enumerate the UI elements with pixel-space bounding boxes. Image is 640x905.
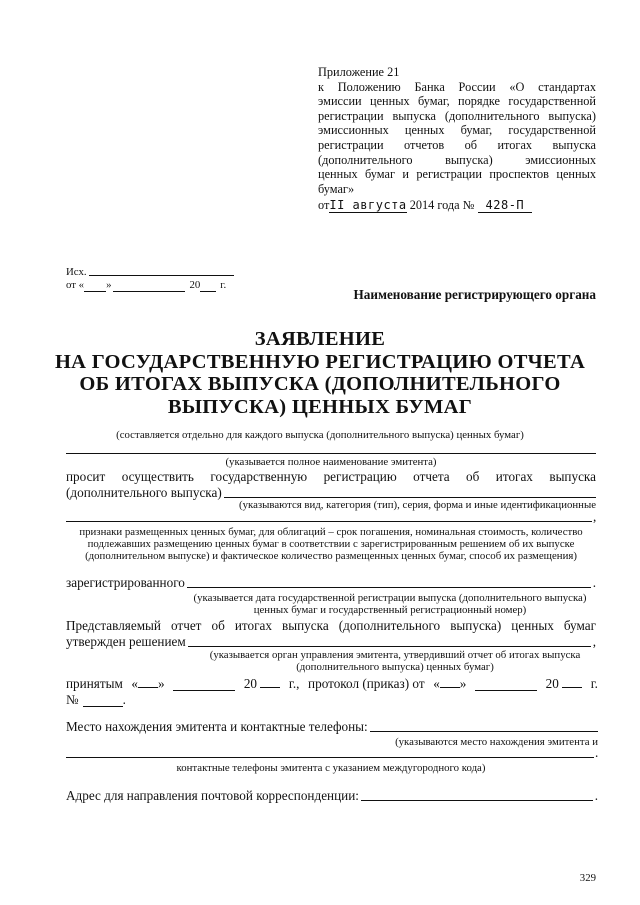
title-line: ВЫПУСКА) ЦЕННЫХ БУМАГ [167,395,473,418]
outgoing-ref-label: Исх. [66,265,87,278]
document-title [40,328,600,418]
appendix-line: Приложение 21 [318,65,400,79]
location-hint: (указываются место нахождения эмитента и [395,736,598,748]
quote-open: « [433,676,440,691]
accepted-day-field[interactable] [138,676,158,688]
appendix-line: (дополнительного выпуска) эмиссионных [318,152,596,167]
appendix-line: бумаг» [318,181,355,196]
title-line: ЗАЯВЛЕНИЕ [254,328,386,350]
outgoing-date-from: от « [66,279,85,291]
title-note: (составляется отдельно для каждого выпуска (дополнительного выпуска) ценных бумаг) [116,429,524,441]
registered-field[interactable] [187,575,591,588]
securities-field-2[interactable] [66,510,592,522]
securities-hint: (указываются вид, категория (тип), серия, форма и иные идентификационные [239,499,596,511]
protocol-year-field[interactable] [562,676,582,688]
approved-label: утвержден решением [66,634,186,649]
protocol-label: протокол (приказ) от [308,676,425,691]
approved-hint-2: (дополнительного выпуска) ценных бумаг) [296,661,494,673]
page-number: 329 [579,872,596,884]
year-prefix: 20 [243,676,258,691]
approved-hint: (указывается орган управления эмитента, утвердивший отчет об итогах выпуска [209,649,581,661]
securities-field[interactable] [224,485,596,498]
location-hint-2: контактные телефоны эмитента с указанием междугородного кода) [176,762,486,774]
outgoing-year-suffix: г. [220,279,227,291]
issuer-name-field[interactable] [66,440,596,454]
location-field-2[interactable] [66,746,594,758]
accepted-year-field[interactable] [260,676,280,688]
accepted-year-suffix: г., [288,676,300,691]
appendix-line: регистрации отчетов об итогах выпуска [318,137,596,152]
comma-mark: , [593,509,597,524]
postal-field[interactable] [361,788,593,801]
appendix-date-prefix: от [318,198,330,213]
outgoing-year-prefix: 20 [189,279,201,291]
outgoing-month-field[interactable] [113,280,185,292]
document-page: Приложение 21 к Положению Банка России «О стандартах эмиссии ценных бумаг, порядке государственной регистрации выпуска (дополнительного выпуска) эмиссионных ценных бумаг, государственной регистрации отчетов об итогах выпуска (дополнительного выпуска) эмиссионных ценных бумаг и регистрации проспектов ценных бумаг» отII августа 2014 года № 428-П Исх. от « » 20 г. Наименование регистрирующего органа ЗАЯВЛЕНИЕ НА ГОСУДАРСТВЕННУЮ РЕГИСТРАЦИЮ ОТЧЕТА ОБ ИТОГАХ ВЫПУСКА (ДОПОЛНИТЕЛЬНОГО ВЫПУСКА) ЦЕННЫХ БУМАГ (составляется отдельно для каждого выпуска (дополнительного выпуска) ценных бумаг) (указывается полное наименование эмитента) просит осуществить государственную регистрацию отчета об итогах выпуска (дополнительного выпуска) (указываются вид, категория (тип), серия, форма и иные идентификационные , признаки размещенных ценных бумаг, для облигаций – срок погашения, номинальная стоимость, количество подлежавших размещению ценных бумаг в соответствии с зарегистрированным решением об их выпуске (дополнительном выпуске) и фактическое количество размещенных ценных бумаг, способ их размещения) зарегистрированного . (указывается дата государственной регистрации выпуска (дополнительного выпуска) ценных бумаг и государственный регистрационный номер) Представляемый отчет об итогах выпуска (дополнительного выпуска) ценных бумаг утвержден решением , (указывается орган управления эмитента, утвердивший отчет об итогах выпуска (дополнительного выпуска) ценных бумаг) принятым « » 20 г., протокол (приказ) от « » 20 г. № . Место нахождения эмитента и контактные телефоны: (указываются место нахождения эмитента и . контактные телефоны эмитента с указанием междугородного кода) Адрес для направления почтовой корреспонденции: . 329 [0,0,640,905]
protocol-year-suffix: г. [590,676,598,691]
quote-close: » [158,676,165,691]
quote-close: » [459,676,467,691]
appendix-line: к Положению Банка России «О стандартах [318,79,596,94]
location-label: Место нахождения эмитента и контактные телефоны: [66,719,368,734]
request-line-2: (дополнительного выпуска) [66,485,222,500]
accepted-month-field[interactable] [173,679,235,691]
appendix-date-line [318,198,596,213]
accepted-label: принятым [66,676,123,691]
location-field[interactable] [370,719,598,732]
appendix-line: эмиссии ценных бумаг, порядке государственной [318,94,596,109]
registering-authority: Наименование регистрирующего органа [353,287,596,302]
report-line: Представляемый отчет об итогах выпуска (дополнительного выпуска) ценных бумаг [66,618,596,633]
appendix-line: эмиссионных ценных бумаг, государственной [318,123,596,138]
appendix-date-handwritten: II августа [329,198,407,213]
outgoing-ref-field[interactable] [89,263,234,276]
securities-hint-3: подлежавших размещению ценных бумаг в соответствии с зарегистрированным решением об их выпуске [87,538,575,550]
request-line: просит осуществить государственную регистрацию отчета об итогах выпуска [66,469,596,484]
outgoing-year-field[interactable] [200,280,216,292]
outgoing-day-field[interactable] [84,280,106,292]
registered-hint-2: ценных бумаг и государственный регистрационный номер) [253,604,527,616]
number-sign: № [66,692,79,707]
appendix-line: регистрации выпуска (дополнительного выпуска) [318,108,596,123]
registered-hint: (указывается дата государственной регистрации выпуска (дополнительного выпуска) [193,592,587,604]
securities-hint-2: признаки размещенных ценных бумаг, для облигаций – срок погашения, номинальная стоимость, количество [79,526,583,538]
appendix-number-handwritten: 428-П [478,198,533,213]
protocol-day-field[interactable] [440,676,460,688]
outgoing-quote-close: » [106,279,112,291]
registered-label: зарегистрированного [66,575,185,590]
year-prefix: 20 [545,676,559,691]
protocol-number-field[interactable] [83,695,123,707]
appendix-line: ценных бумаг и регистрации проспектов ценных [318,167,596,182]
approved-field[interactable] [188,634,591,647]
appendix-date-suffix: 2014 года № [409,198,475,213]
protocol-month-field[interactable] [475,679,537,691]
quote-open: « [131,676,139,691]
appendix-header [318,65,596,213]
issuer-hint: (указывается полное наименование эмитента) [225,456,437,468]
postal-label: Адрес для направления почтовой корреспонденции: [66,788,359,803]
securities-hint-4: (дополнительном выпуске) и фактическое количество размещенных ценных бумаг, способ их размещения) [85,550,577,562]
outgoing-ref [66,263,246,292]
title-line: ОБ ИТОГАХ ВЫПУСКА (ДОПОЛНИТЕЛЬНОГО [79,373,561,395]
title-line: НА ГОСУДАРСТВЕННУЮ РЕГИСТРАЦИЮ ОТЧЕТА [54,350,586,373]
accepted-line [66,676,598,691]
